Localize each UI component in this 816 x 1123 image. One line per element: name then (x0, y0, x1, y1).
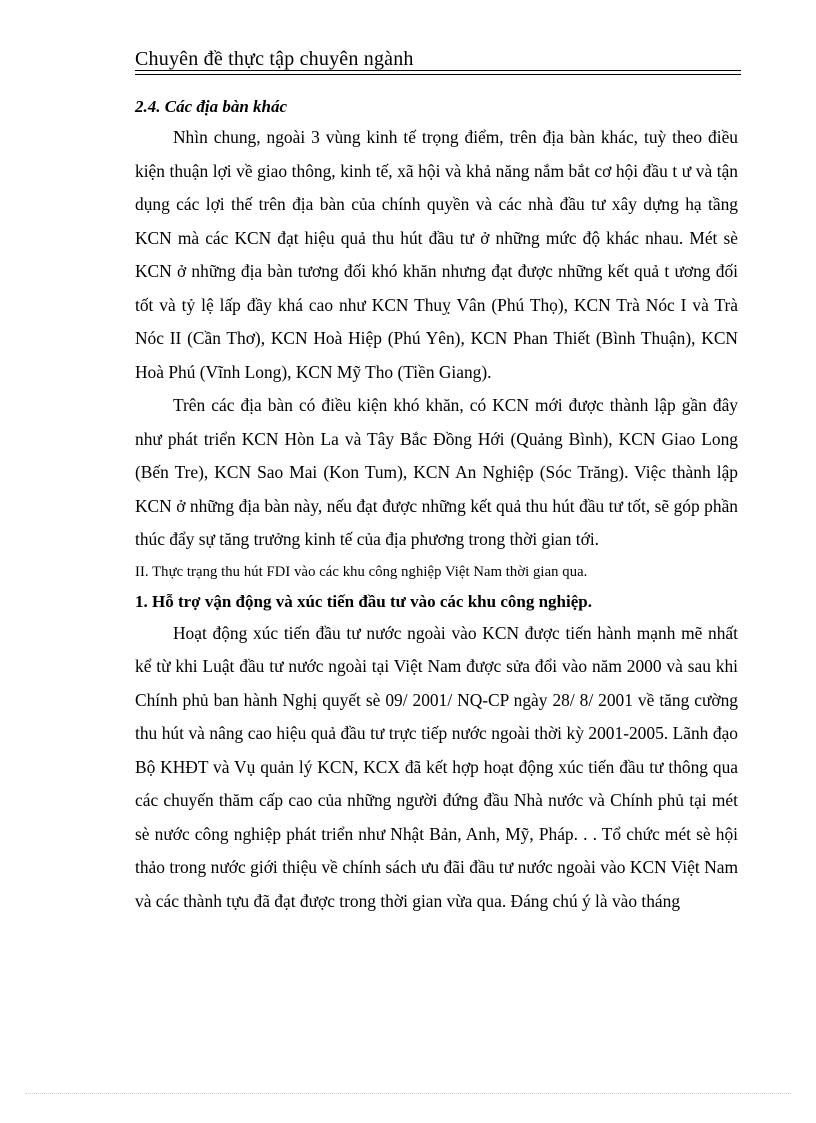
section-2-4-paragraph-1: Nhìn chung, ngoài 3 vùng kinh tế trọng điểm, trên địa bàn khác, tuỳ theo điều kiện thuận lợi về giao thông, kinh tế, xã hội và khả năng nắm bắt cơ hội đầu t ư và tận dụng các lợi thế trên địa bàn của chính quyền và các nhà đầu tư xây dựng hạ tầng KCN mà các KCN đạt hiệu quả thu hút đầu tư ở những mức độ khác nhau. Mét sè KCN ở những địa bàn tương đối khó khăn nhưng đạt được những kết quả t ương đối tốt và tỷ lệ lấp đầy khá cao như KCN Thuỵ Vân (Phú Thọ), KCN Trà Nóc I và Trà Nóc II (Cần Thơ), KCN Hoà Hiệp (Phú Yên), KCN Phan Thiết (Bình Thuận), KCN Hoà Phú (Vĩnh Long), KCN Mỹ Tho (Tiền Giang). (135, 127, 738, 382)
header-title: Chuyên đề thực tập chuyên ngành (135, 48, 414, 70)
section-2-4-heading: 2.4. Các địa bàn khác (135, 97, 288, 116)
header-rule-thick (135, 70, 741, 71)
section-1-paragraph-1: Hoạt động xúc tiến đầu tư nước ngoài vào KCN được tiến hành mạnh mẽ nhất kể từ khi Luật đầu tư nước ngoài tại Việt Nam được sửa đổi vào năm 2000 và sau khi Chính phủ ban hành Nghị quyết sè 09/ 2001/ NQ-CP ngày 28/ 8/ 2001 về tăng cường thu hút và nâng cao hiệu quả đầu tư trực tiếp nước ngoài thời kỳ 2001-2005. Lãnh đạo Bộ KHĐT và Vụ quản lý KCN, KCX đã kết hợp hoạt động xúc tiến đầu tư thông qua các chuyến thăm cấp cao của những người đứng đầu Nhà nước và Chính phủ tại mét sè nước công nghiệp phát triển như Nhật Bản, Anh, Mỹ, Pháp. . . Tổ chức mét sè hội thảo trong nước giới thiệu về chính sách ưu đãi đầu tư nước ngoài vào KCN Việt Nam và các thành tựu đã đạt được trong thời gian vừa qua. Đáng chú ý là vào tháng (135, 622, 738, 911)
section-1-heading: 1. Hỗ trợ vận động và xúc tiến đầu tư vào các khu công nghiệp. (135, 591, 592, 611)
section-II-heading: II. Thực trạng thu hút FDI vào các khu công nghiệp Việt Nam thời gian qua. (135, 563, 588, 580)
header-rule-thin (135, 74, 741, 75)
document-body (135, 93, 738, 918)
page-bottom-border (25, 1093, 791, 1094)
section-2-4-paragraph-2: Trên các địa bàn có điều kiện khó khăn, có KCN mới được thành lập gần đây như phát triển KCN Hòn La và Tây Bắc Đồng Hới (Quảng Bình), KCN Giao Long (Bến Tre), KCN Sao Mai (Kon Tum), KCN An Nghiệp (Sóc Trăng). Việc thành lập KCN ở những địa bàn này, nếu đạt được những kết quả thu hút đầu tư tốt, sẽ góp phần thúc đẩy sự tăng trưởng kinh tế của địa phương trong thời gian tới. (135, 395, 738, 549)
